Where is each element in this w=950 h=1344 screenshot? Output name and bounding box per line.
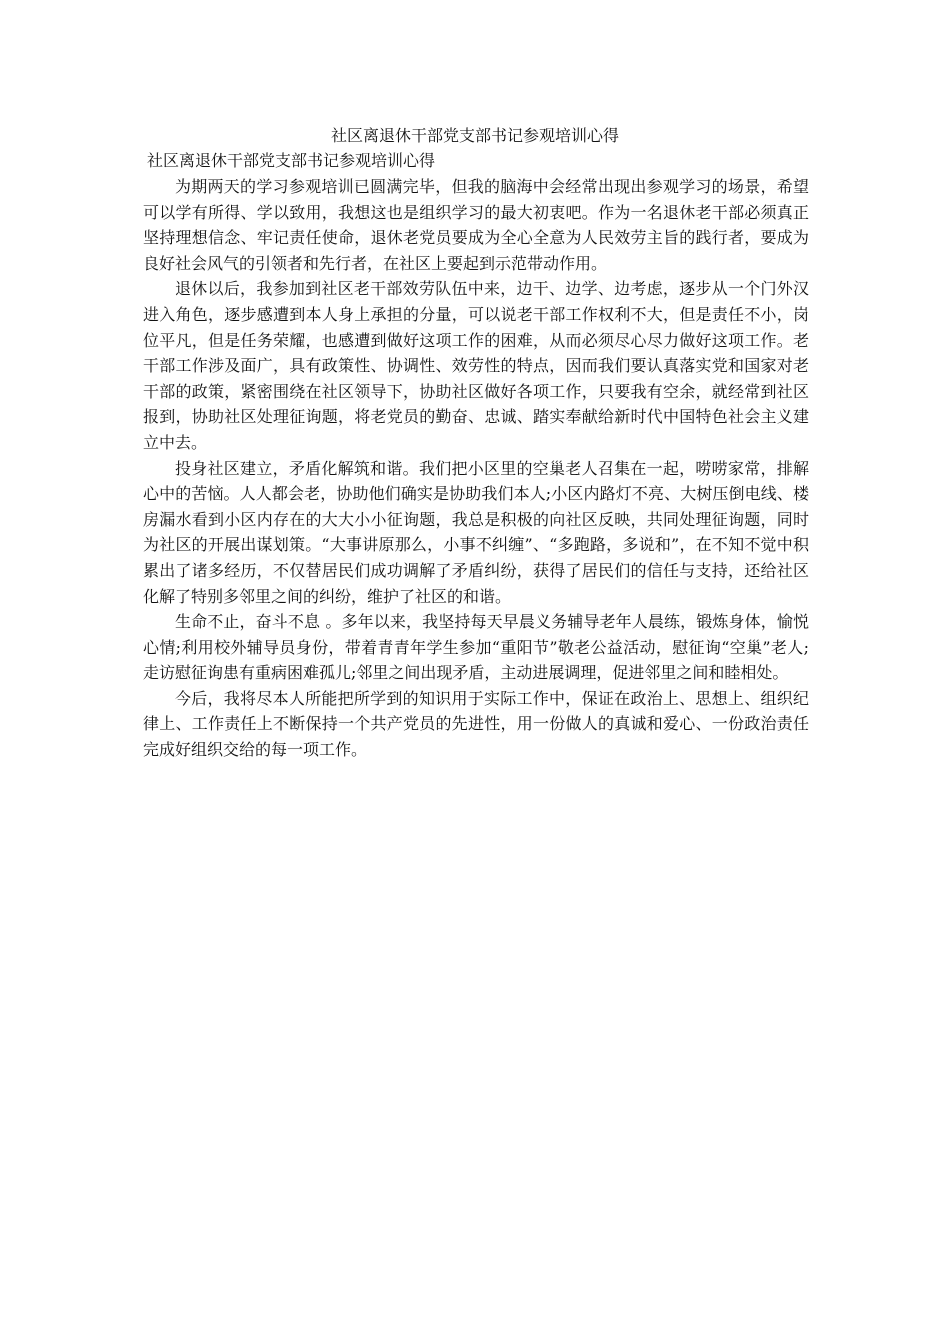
paragraph-2: 退休以后，我参加到社区老干部效劳队伍中来，边干、边学、边考虑，逐步从一个门外汉进入角色，逐步感遭到本人身上承担的分量，可以说老干部工作权利不大，但是责任不小，岗位平凡，但是任务荣耀，也感遭到做好这项工作的困难，从而必须尽心尽力做好这项工作。老干部工作涉及面广，具有政策性、协调性、效劳性的特点，因而我们要认真落实党和国家对老干部的政策，紧密围绕在社区领导下，协助社区做好各项工作，只要我有空余，就经常到社区报到，协助社区处理征询题，将老党员的勤奋、忠诚、踏实奉献给新时代中国特色社会主义建立中去。 bbox=[143, 279, 809, 452]
paragraph-3: 投身社区建立，矛盾化解筑和谐。我们把小区里的空巢老人召集在一起，唠唠家常，排解心中的苦恼。人人都会老，协助他们确实是协助我们本人;小区内路灯不亮、大树压倒电线、楼房漏水看到小区内存在的大大小小征询题，我总是积极的向社区反映，共同处理征询题，同时为社区的开展出谋划策。“大事讲原那么，小事不纠缠”、“多跑路，多说和”，在不知不觉中积累出了诸多经历，不仅替居民们成功调解了矛盾纠纷，获得了居民们的信任与支持，还给社区化解了特别多邻里之间的纠纷，维护了社区的和谐。 bbox=[143, 458, 809, 606]
document-subtitle: 社区离退休干部党支部书记参观培训心得 bbox=[147, 151, 436, 170]
paragraph-4: 生命不止，奋斗不息 。多年以来，我坚持每天早晨义务辅导老年人晨练，锻炼身体，愉悦心情;利用校外辅导员身份，带着青青年学生参加“重阳节”敬老公益活动，慰征询“空巢”老人;走访慰征询患有重病困难孤儿;邻里之间出现矛盾，主动进展调理，促进邻里之间和睦相处。 bbox=[143, 612, 809, 683]
document-title: 社区离退休干部党支部书记参观培训心得 bbox=[330, 126, 619, 145]
paragraph-1: 为期两天的学习参观培训已圆满完毕，但我的脑海中会经常出现出参观学习的场景，希望可以学有所得、学以致用，我想这也是组织学习的最大初衷吧。作为一名退休老干部必须真正坚持理想信念、牢记责任使命，退休老党员要成为全心全意为人民效劳主旨的践行者，要成为良好社会风气的引领者和先行者，在社区上要起到示范带动作用。 bbox=[143, 177, 809, 273]
document-body bbox=[143, 149, 809, 763]
paragraph-5: 今后，我将尽本人所能把所学到的知识用于实际工作中，保证在政治上、思想上、组织纪律上、工作责任上不断保持一个共产党员的先进性，用一份做人的真诚和爱心、一份政治责任完成好组织交给的每一项工作。 bbox=[143, 688, 809, 760]
